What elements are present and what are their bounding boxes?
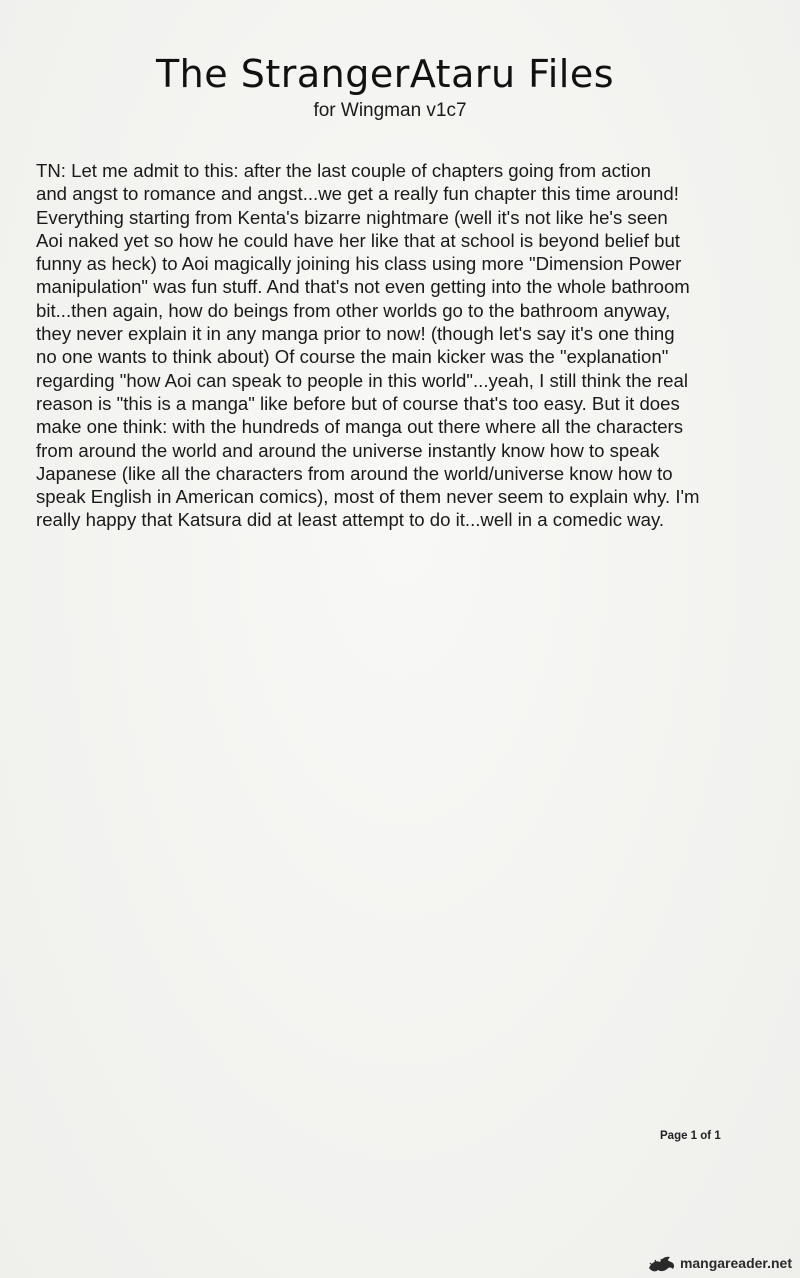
watermark-text: mangareader.net [679, 1255, 792, 1271]
body-line: Japanese (like all the characters from around the world/universe know how to [36, 462, 673, 484]
body-line: they never explain it in any manga prior to now! (though let's say it's one thing [36, 323, 675, 345]
document-subtitle: for Wingman v1c7 [313, 100, 467, 121]
body-line: Everything starting from Kenta's bizarre nightmare (well it's not like he's seen [36, 206, 668, 228]
translator-note [36, 159, 776, 532]
body-line: no one wants to think about) Of course the main kicker was the "explanation" [36, 346, 669, 368]
body-line: TN: Let me admit to this: after the last couple of chapters going from action [36, 160, 651, 181]
body-line: from around the world and around the universe instantly know how to speak [36, 439, 660, 461]
body-line: reason is "this is a manga" like before but of course that's too easy. But it does [36, 392, 680, 414]
body-line: regarding "how Aoi can speak to people in this world"...yeah, I still think the real [36, 369, 688, 391]
body-line: funny as heck) to Aoi magically joining his class using more "Dimension Power [36, 253, 682, 275]
body-line: manipulation" was fun stuff. And that's not even getting into the whole bathroom [36, 276, 690, 298]
page-number: Page 1 of 1 [660, 1130, 721, 1142]
body-line: speak English in American comics), most of them never seem to explain why. I'm [36, 486, 700, 508]
document-title: The StrangerAtaru Files [155, 52, 615, 96]
body-line: Aoi naked yet so how he could have her like that at school is beyond belief but [36, 229, 680, 251]
body-line: really happy that Katsura did at least attempt to do it...well in a comedic way. [36, 509, 665, 531]
body-line: and angst to romance and angst...we get a really fun chapter this time around! [36, 183, 679, 205]
body-line: make one think: with the hundreds of manga out there where all the characters [36, 416, 684, 438]
dragon-logo-icon [647, 1252, 677, 1274]
body-line: bit...then again, how do beings from other worlds go to the bathroom anyway, [36, 299, 671, 321]
watermark[interactable] [647, 1252, 792, 1274]
